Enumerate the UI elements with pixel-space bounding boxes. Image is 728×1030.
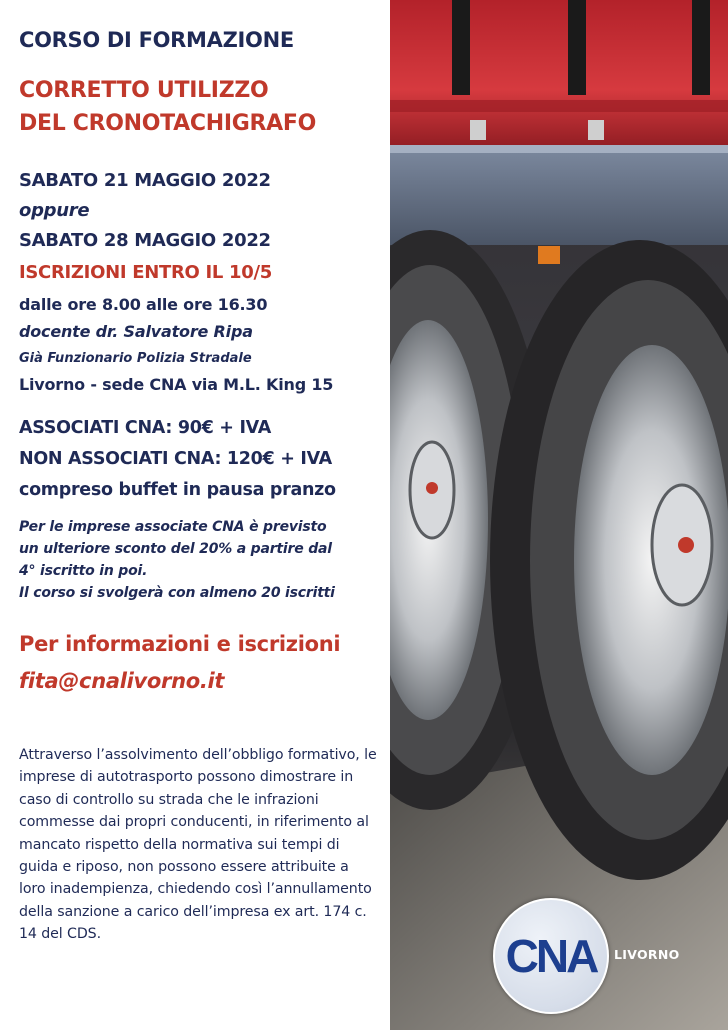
cna-logo [493,898,609,1014]
registration-deadline: ISCRIZIONI ENTRO IL 10/5 [19,262,272,283]
info-heading: Per informazioni e iscrizioni [19,632,341,656]
course-label: CORSO DI FORMAZIONE [19,28,294,52]
logo-city-label: LIVORNO [614,947,680,962]
discount-note-line1: Per le imprese associate CNA è previsto [19,519,327,535]
date-1: SABATO 21 MAGGIO 2022 [19,170,271,191]
cna-logo-text: CNA [505,930,597,982]
discount-note [19,516,335,604]
date-or: oppure [19,200,90,221]
course-location: Livorno - sede CNA via M.L. King 15 [19,375,334,394]
discount-note-line2: un ulteriore sconto del 20% a partire dal [19,541,332,557]
course-hours: dalle ore 8.00 alle ore 16.30 [19,295,268,314]
discount-note-line4: Il corso si svolgerà con almeno 20 iscritti [19,585,335,601]
truck-wheels-photo [390,0,728,1030]
course-title [19,74,316,140]
discount-note-line3: 4° iscritto in poi. [19,563,148,579]
teacher-role: Già Funzionario Polizia Stradale [19,351,252,366]
course-title-line2: DEL CRONOTACHIGRAFO [19,111,316,136]
truck-illustration [390,0,728,1030]
body-paragraph: Attraverso l’assolvimento dell’obbligo formativo, le imprese di autotrasporto possono dimostrare in caso di controllo su strada che le infrazioni commesse dai propri conducenti, in riferimento al mancato rispetto della normativa sui tempi di guida e riposo, non possono essere attribuite a loro inadempienza, chiedendo così l’annullamento della sanzione a carico dell’impresa ex art. 174 c. 14 del CDS. [19,747,377,943]
date-2: SABATO 28 MAGGIO 2022 [19,230,271,251]
cna-logo-circle [493,898,609,1014]
buffet-included: compreso buffet in pausa pranzo [19,480,336,500]
price-members: ASSOCIATI CNA: 90€ + IVA [19,418,271,438]
course-teacher: docente dr. Salvatore Ripa [19,322,253,341]
price-non-members: NON ASSOCIATI CNA: 120€ + IVA [19,449,332,469]
contact-email[interactable]: fita@cnalivorno.it [19,669,225,693]
course-title-line1: CORRETTO UTILIZZO [19,78,269,103]
